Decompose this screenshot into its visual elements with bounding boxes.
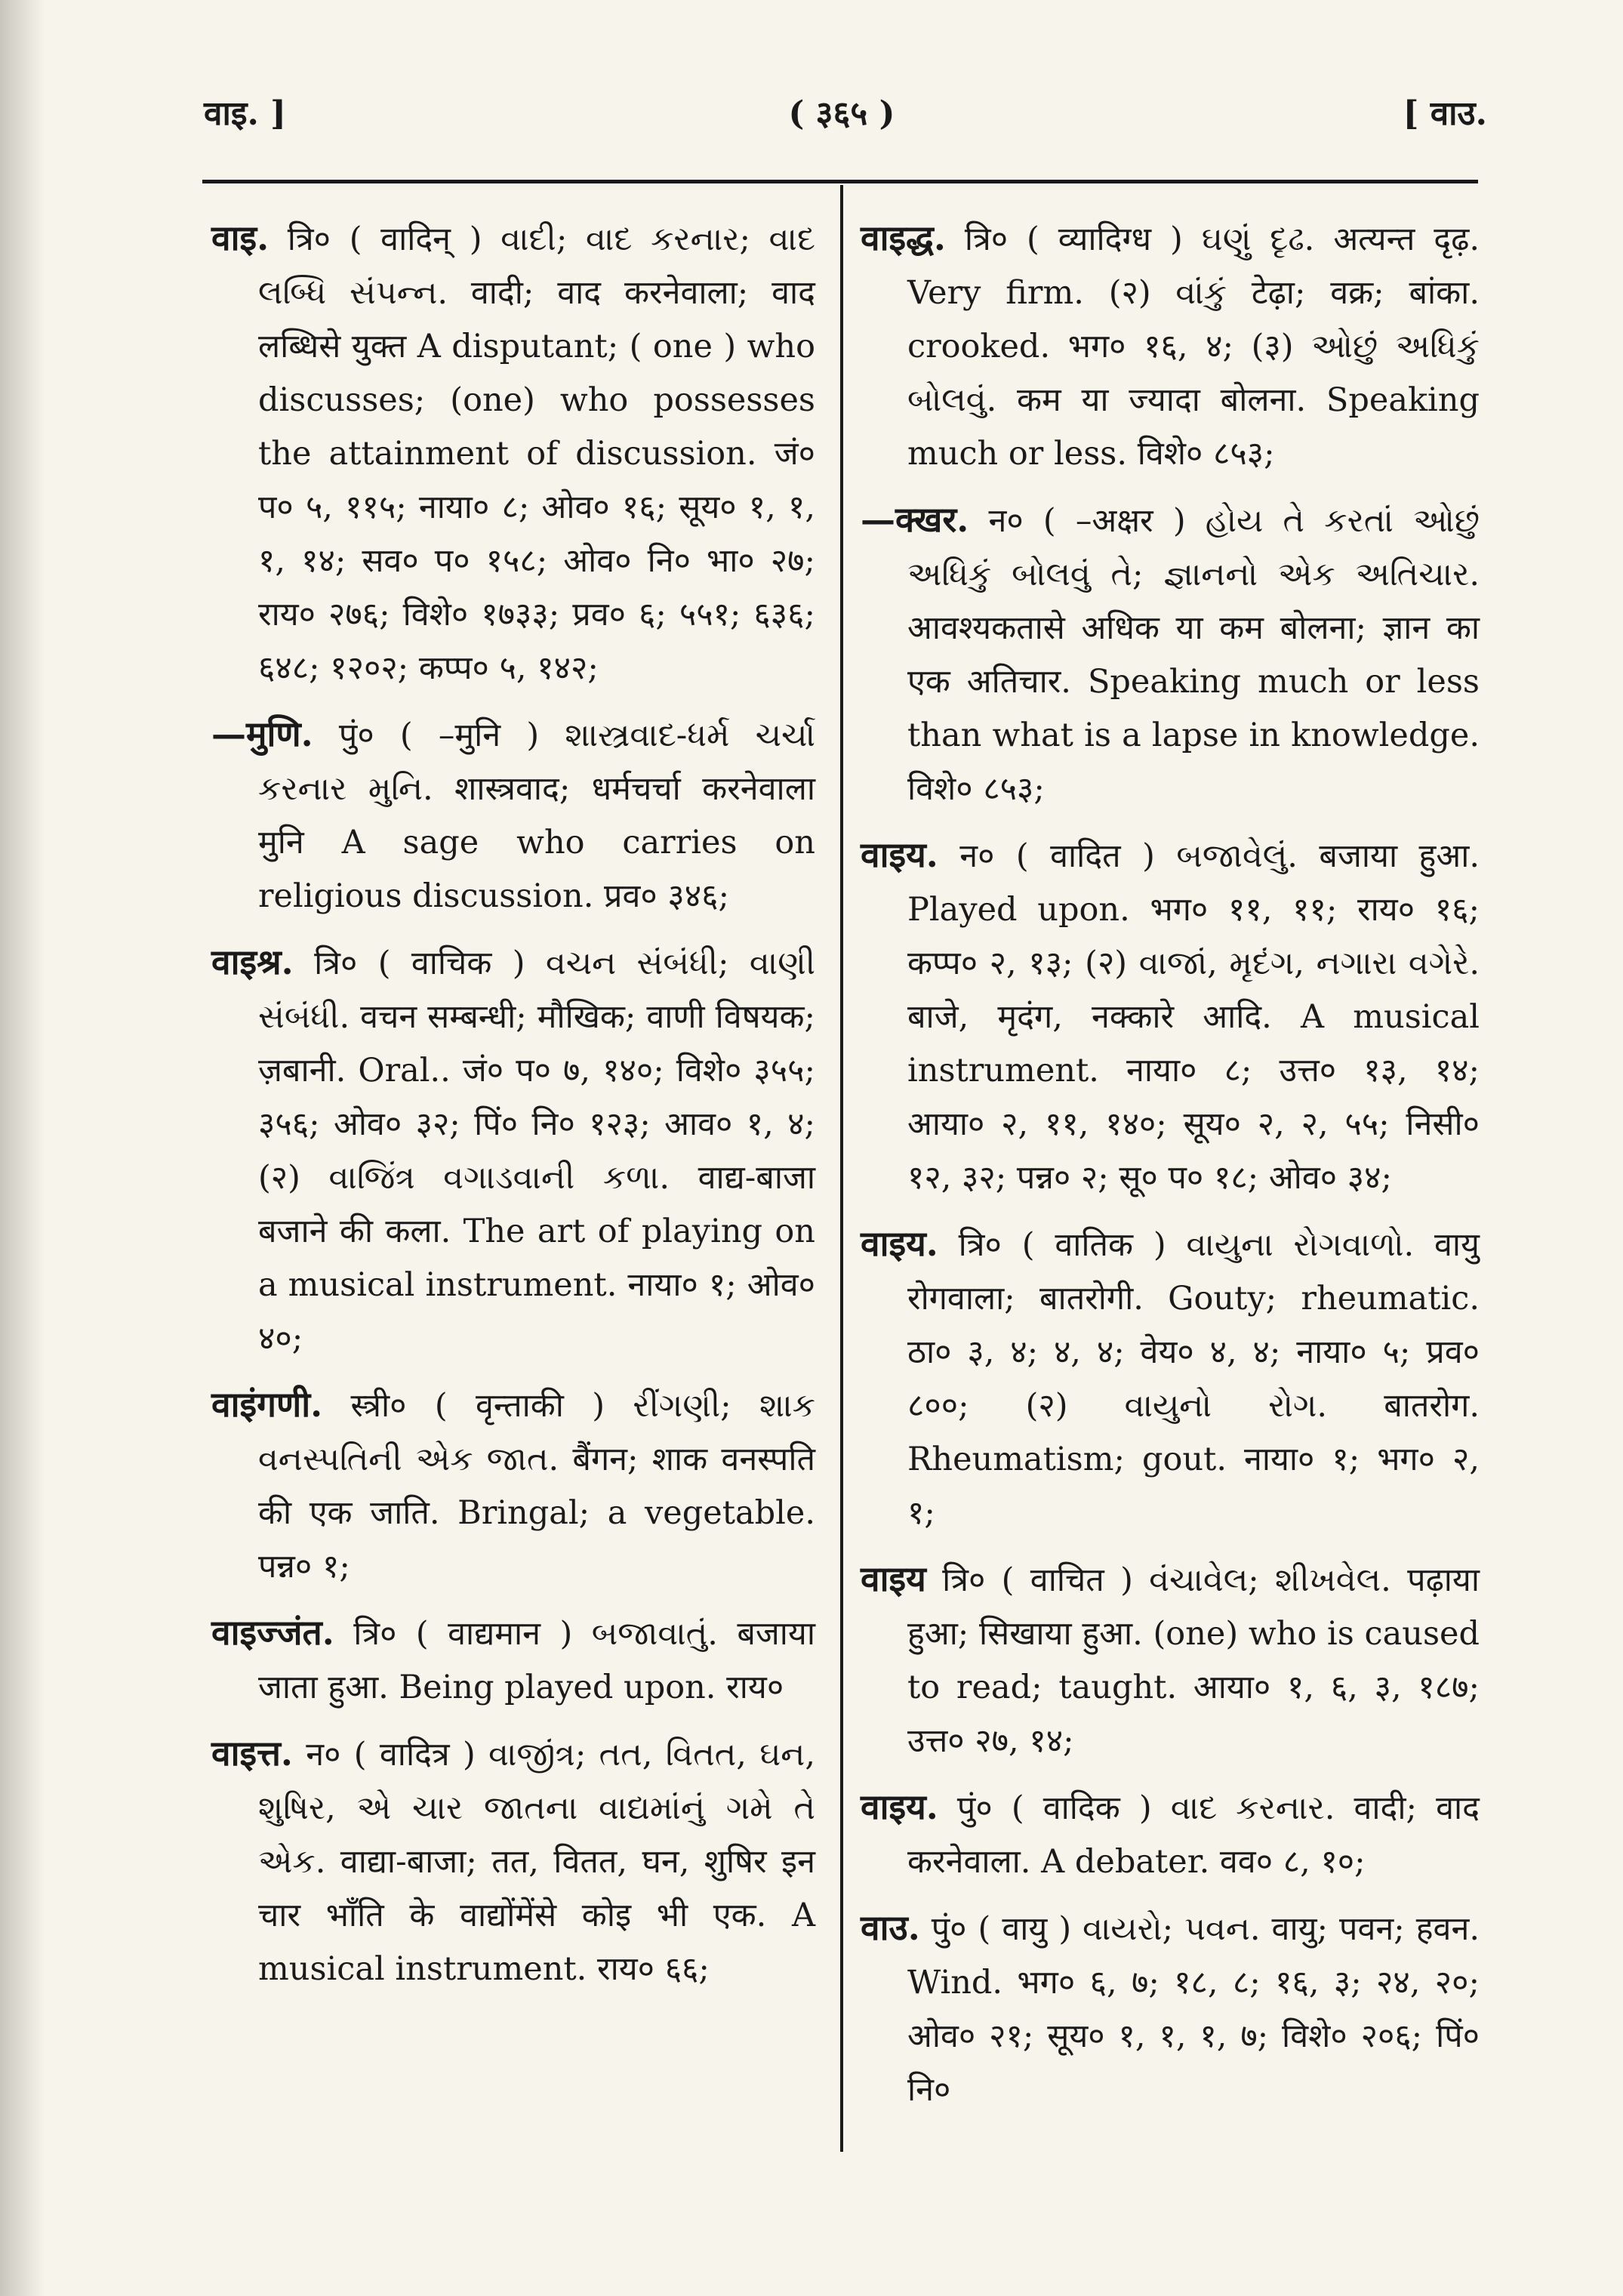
entry-body: त्रि० ( वाचित ) વંચાવેલ; શીખવેલ. पढ़ाया हुआ; सिखाया हुआ. (one) who is caused to read; taught. आया० १, ६, ३, १८७; उत्त० २७, १४; [907, 1561, 1480, 1760]
entry-body: त्रि० ( वाचिक ) વચન સંબંધી; વાણી સંબંધી. वचन सम्बन्धी; मौखिक; वाणी विषयक; ज़बानी. Oral.. जं० प० ७, १४०; विशे० ३५५; ३५६; ओव० ३२; पिं० नि० १२३; आव० १, ४; (२) વાજિંત્ર વગાડવાની કળા. वाद्य-बाजा बजाने की कला. The art of playing on a musical instrument. नाया० १; ओव० ४०; [258, 945, 816, 1358]
entry-body: स्त्री० ( वृन्ताकी ) રીંગણી; શાક વનસ્પતિની એક જાત. बैंगन; शाक वनस्पति की एक जाति. Bringal; a vegetable. पन्न० १; [258, 1387, 816, 1586]
right-column [861, 211, 1480, 2129]
dictionary-entry [211, 935, 815, 1366]
dictionary-entry [861, 1217, 1480, 1540]
dictionary-entry [861, 211, 1480, 481]
entry-headword: वाइय. [861, 834, 938, 875]
entry-headword: वाइ. [211, 217, 269, 258]
dictionary-entry [211, 1727, 815, 1996]
dictionary-entry [861, 828, 1480, 1205]
dictionary-entry [211, 1606, 815, 1715]
dictionary-entry [861, 1552, 1480, 1768]
dictionary-entry [861, 1901, 1480, 2117]
entry-body: न० ( –अक्षर ) હોય તે કરતાં ઓછું અધિકું બોલવું તે; જ્ઞાનનો એક અતિચાર. आवश्यकतासे अधिक या कम बोलना; ज्ञान का एक अतिचार. Speaking much or less than what is a lapse in knowledge. विशे० ८५३; [907, 502, 1480, 808]
entry-body: त्रि० ( वातिक ) વાયુના રોગવાળો. वायु रोगवाला; बातरोगी. Gouty; rheumatic. ठा० ३, ४; ४, ४; वेय० ४, ४; नाया० ५; प्रव० ८००; (२) વાયુનો રોગ. बातरोग. Rheumatism; gout. नाया० १; भग० २, १; [907, 1226, 1480, 1532]
left-column [211, 211, 815, 2008]
binding-edge [0, 0, 45, 2296]
header-right-guide-word: [ वाउ. [1403, 94, 1487, 133]
column-divider [840, 185, 843, 2152]
entry-headword: वाइय. [861, 1786, 938, 1827]
entry-headword: वाइय [861, 1558, 926, 1599]
header-left-guide-word: वाइ. ] [204, 94, 286, 133]
entry-headword: वाइंगणी. [211, 1384, 323, 1425]
dictionary-entry [211, 211, 815, 695]
entry-body: न० ( वादित ) બજાવેલું. बजाया हुआ. Played upon. भग० ११, ११; राय० १६; कप्प० २, १३; (२) વાજાં, મૃદંગ, નગારા વગેરે. बाजे, मृदंग, नक्कारे आदि. A musical instrument. नाया० ८; उत्त० १३, १४; आया० २, ११, १४०; सूय० २, २, ५५; निसी० १२, ३२; पन्न० २; सू० प० १८; ओव० ३४; [907, 837, 1480, 1197]
dictionary-subentry [211, 707, 815, 923]
dictionary-entry [211, 1378, 815, 1594]
entry-body: पुं० ( –मुनि ) શાસ્ત્રવાદ-ધર્મ ચર્ચા કરનાર મુનિ. शास्त्रवाद; धर्मचर्चा करनेवाला मुनि A sage who carries on religious discussion. प्रव० ३४६; [258, 717, 815, 915]
entry-headword: वाइद्ध. [861, 217, 946, 258]
entry-headword: वाइय. [861, 1223, 938, 1264]
page-number: ( ३६५ ) [788, 94, 895, 133]
entry-headword: वाइत्त. [211, 1733, 293, 1774]
entry-headword: वाइज्जंत. [211, 1612, 334, 1653]
entry-headword: —क्खर. [861, 499, 969, 540]
entry-body: त्रि० ( व्यादिग्ध ) ઘણું દૃઢ. अत्यन्त दृढ़. Very firm. (२) વાંકું टेढ़ा; वक्र; बांका. crooked. भग० १६, ४; (३) ઓછું અધિકું બોલવું. कम या ज्यादा बोलना. Speaking much or less. विशे० ८५३; [907, 220, 1480, 473]
entry-body: पुं० ( वादिक ) વાદ કરનાર. वादी; वाद करनेवाला. A debater. वव० ८, १०; [907, 1789, 1480, 1881]
running-head [196, 82, 1487, 149]
entry-body: पुं० ( वायु ) વાયરો; પવન. वायु; पवन; हवन. Wind. भग० ६, ७; १८, ८; १६, ३; २४, २०; ओव० २१; सूय० १, १, १, ७; विशे० २०६; पिं० नि० [907, 1910, 1480, 2109]
dictionary-subentry [861, 493, 1480, 816]
entry-body: न० ( वादित्र ) વાજીંત્ર; તત, વિતત, ઘન, શુષિર, એ ચાર જાતના વાદ્યમાંનું ગમે તે એક. वाद्या-बाजा; तत, वितत, घन, शुषिर इन चार भाँति के वाद्योंमेंसे कोइ भी एक. A musical instrument. राय० ६६; [258, 1736, 816, 1988]
entry-headword: —मुणि. [211, 713, 313, 754]
dictionary-entry [861, 1780, 1480, 1889]
entry-headword: वाइश्र. [211, 942, 294, 982]
entry-body: त्रि० ( वाद्यमान ) બજાવાતું. बजाया जाता हुआ. Being played upon. राय० [258, 1615, 815, 1706]
header-rule [202, 180, 1478, 183]
entry-body: त्रि० ( वादिन् ) વાદી; વાદ કરનાર; વાદ લબ્ધિ સંપન્ન. वादी; वाद करनेवाला; वाद लब्धिसे युक्त A disputant; ( one ) who discusses; (one) who possesses the attainment of discussion. जं० प० ५, ११५; नाया० ८; ओव० १६; सूय० १, १, १, १४; सव० प० १५८; ओव० नि० भा० २७; राय० २७६; विशे० १७३३; प्रव० ६; ५५१; ६३६; ६४८; १२०२; कप्प० ५, १४२; [258, 220, 815, 687]
entry-headword: वाउ. [861, 1907, 920, 1948]
